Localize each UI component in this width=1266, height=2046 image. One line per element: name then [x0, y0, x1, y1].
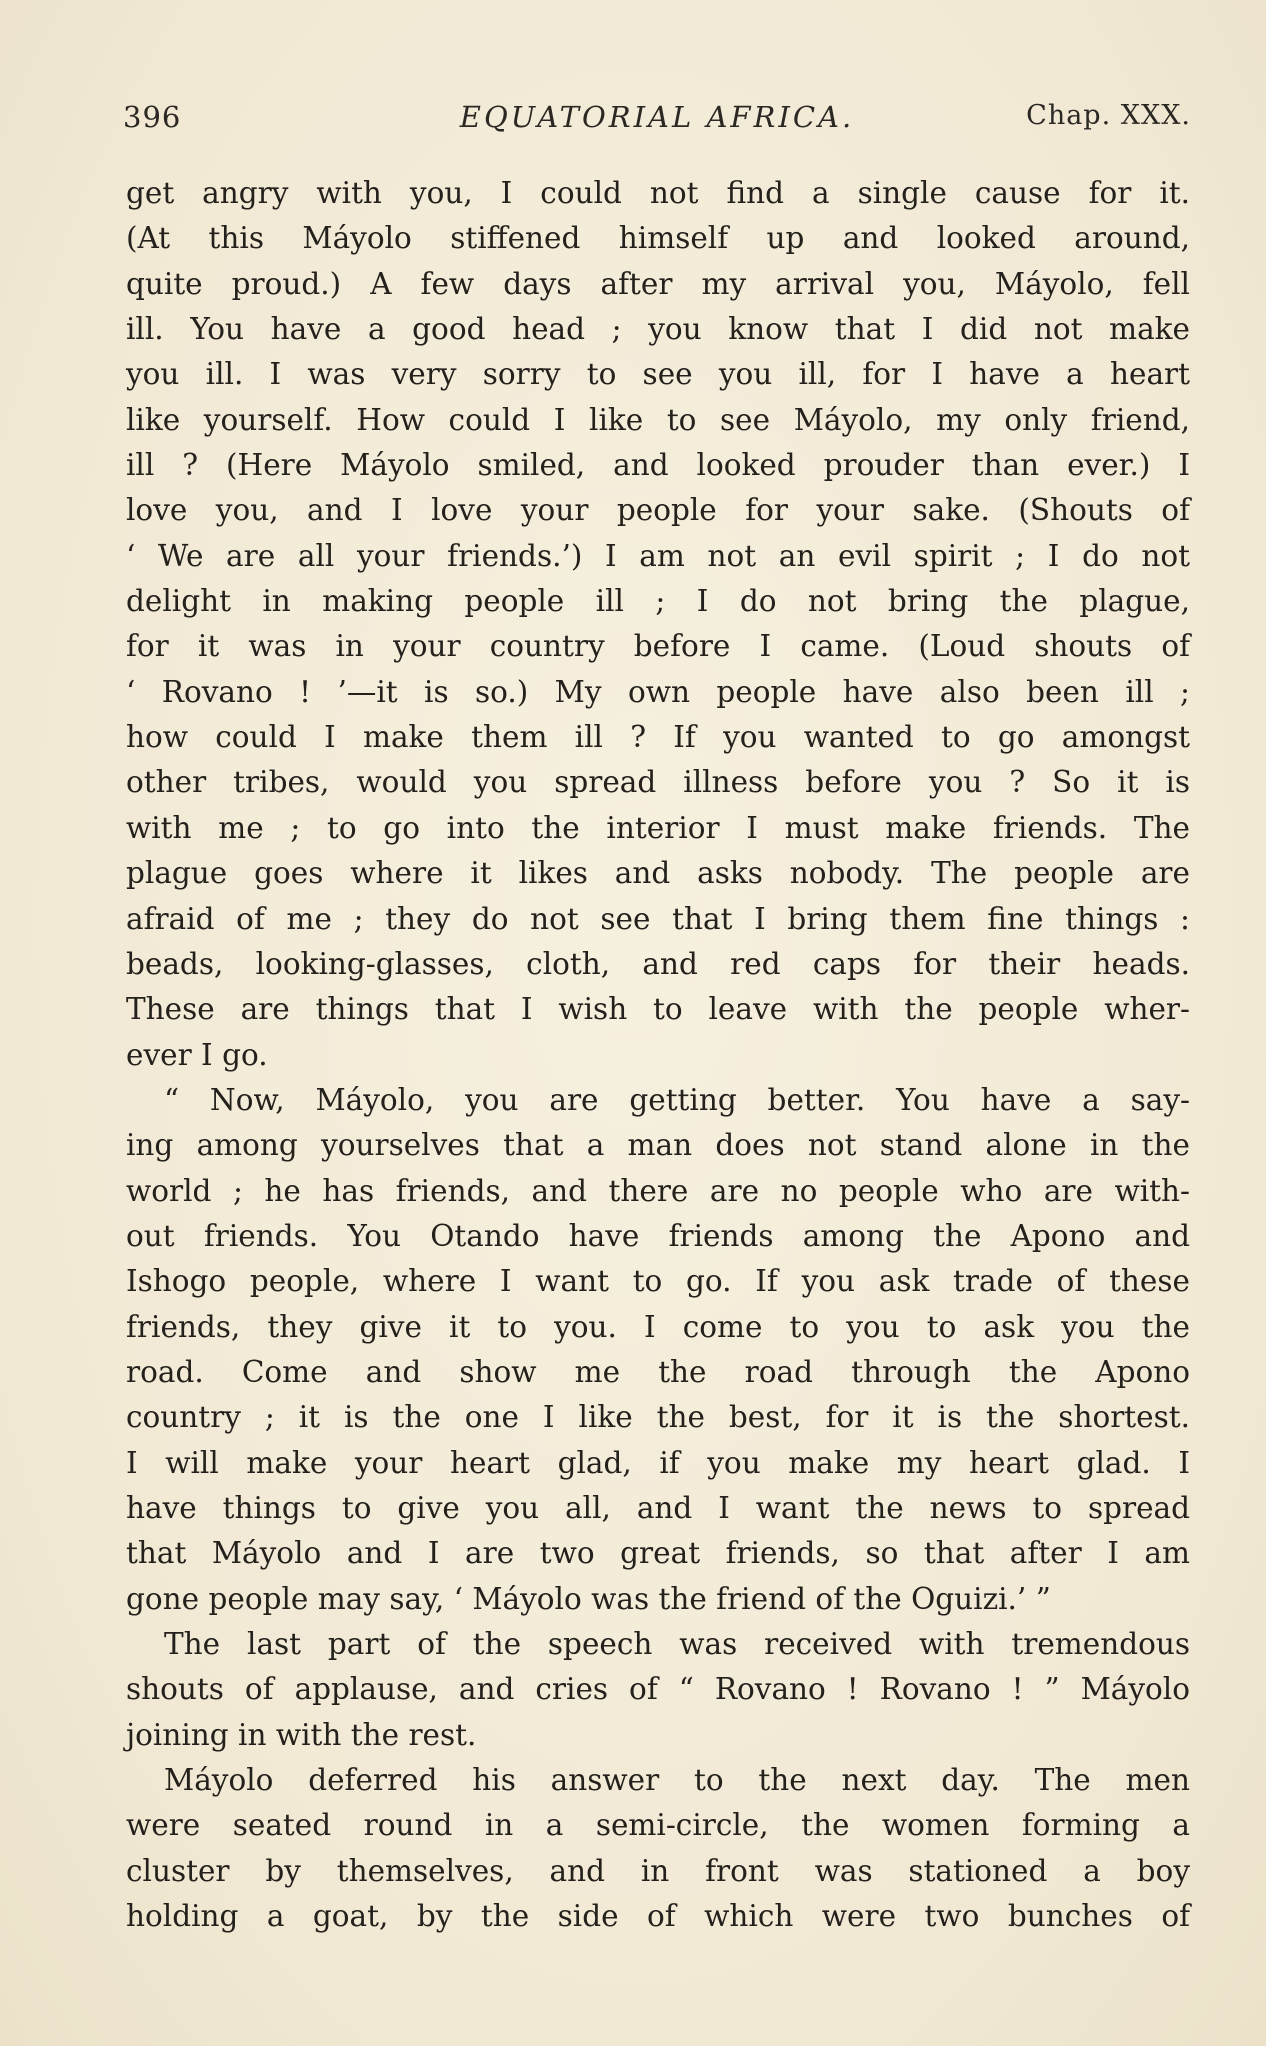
text-line: you ill. I was very sorry to see you ill, for I have a heart: [126, 357, 1190, 392]
text-line: I will make your heart glad, if you make my heart glad. I: [126, 1445, 1190, 1480]
text-line: love you, and I love your people for your sake. (Shouts of: [126, 493, 1190, 528]
text-line: ever I go.: [126, 1037, 268, 1072]
text-line: country ; it is the one I like the best, for it is the shortest.: [126, 1400, 1190, 1435]
chapter-reference: Chap. XXX.: [1026, 100, 1191, 131]
text-line: cluster by themselves, and in front was stationed a boy: [126, 1853, 1190, 1888]
text-line: delight in making people ill ; I do not bring the plague,: [126, 584, 1190, 619]
text-line: like yourself. How could I like to see Máyolo, my only friend,: [126, 402, 1190, 437]
text-line: (At this Máyolo stiffened himself up and looked around,: [126, 221, 1190, 256]
text-line: world ; he has friends, and there are no people who are with-: [126, 1173, 1190, 1208]
running-head: [123, 100, 1191, 150]
text-line: out friends. You Otando have friends among the Apono and: [126, 1218, 1190, 1253]
text-line: gone people may say, ‘ Máyolo was the friend of the Oguizi.’ ”: [126, 1581, 1051, 1616]
text-line: ill ? (Here Máyolo smiled, and looked prouder than ever.) I: [126, 448, 1190, 483]
text-line: for it was in your country before I came. (Loud shouts of: [126, 629, 1190, 664]
text-line: holding a goat, by the side of which were two bunches of: [126, 1899, 1190, 1934]
running-title: EQUATORIAL AFRICA.: [459, 100, 855, 134]
text-line: Ishogo people, where I want to go. If you ask trade of these: [126, 1264, 1190, 1299]
text-line: joining in with the rest.: [126, 1717, 477, 1752]
page-number: 396: [123, 100, 182, 134]
text-line: The last part of the speech was received with tremendous: [164, 1627, 1190, 1661]
text-line: were seated round in a semi-circle, the women forming a: [126, 1808, 1190, 1843]
body-text: [126, 171, 1190, 1939]
text-line: with me ; to go into the interior I must make friends. The: [126, 810, 1190, 845]
text-line: quite proud.) A few days after my arrival you, Máyolo, fell: [126, 266, 1190, 301]
text-line: get angry with you, I could not find a single cause for it.: [126, 176, 1190, 210]
text-line: how could I make them ill ? If you wanted to go amongst: [126, 720, 1190, 755]
text-line: ing among yourselves that a man does not stand alone in the: [126, 1128, 1190, 1163]
text-line: “ Now, Máyolo, you are getting better. You have a say-: [164, 1082, 1190, 1117]
text-line: Máyolo deferred his answer to the next day. The men: [164, 1763, 1190, 1798]
text-line: These are things that I wish to leave with the people wher-: [126, 992, 1190, 1027]
text-line: road. Come and show me the road through the Apono: [126, 1354, 1190, 1389]
text-line: plague goes where it likes and asks nobody. The people are: [126, 856, 1190, 891]
text-line: have things to give you all, and I want the news to spread: [126, 1490, 1190, 1525]
text-line: friends, they give it to you. I come to you to ask you the: [126, 1309, 1190, 1344]
text-line: ill. You have a good head ; you know that I did not make: [126, 312, 1190, 347]
text-line: afraid of me ; they do not see that I bring them fine things :: [126, 901, 1190, 936]
text-line: beads, looking-glasses, cloth, and red caps for their heads.: [126, 946, 1190, 981]
text-line: ‘ We are all your friends.’) I am not an evil spirit ; I do not: [126, 538, 1190, 573]
text-line: shouts of applause, and cries of “ Rovano ! Rovano ! ” Máyolo: [126, 1672, 1190, 1707]
text-line: that Máyolo and I are two great friends, so that after I am: [126, 1536, 1190, 1571]
text-line: other tribes, would you spread illness before you ? So it is: [126, 765, 1190, 800]
text-line: ‘ Rovano ! ’—it is so.) My own people have also been ill ;: [126, 674, 1190, 709]
